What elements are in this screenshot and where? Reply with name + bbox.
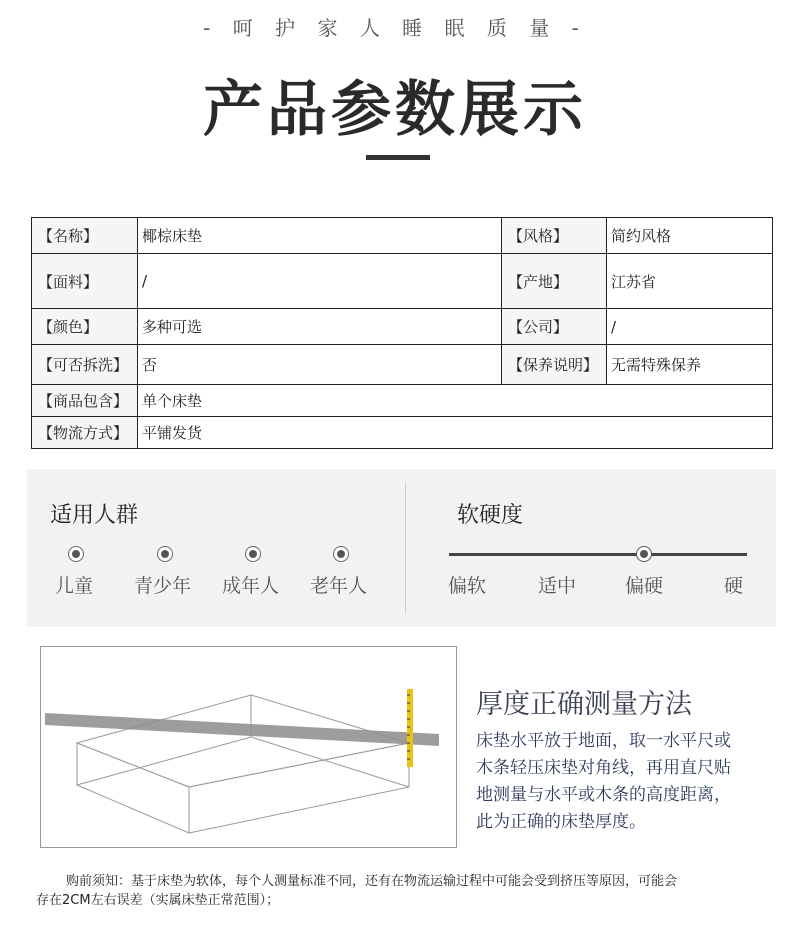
panel-divider bbox=[405, 482, 406, 614]
param-value: / bbox=[607, 309, 773, 345]
param-value: 无需特殊保养 bbox=[607, 345, 773, 385]
param-value: 江苏省 bbox=[607, 254, 773, 309]
hardness-label: 硬 bbox=[724, 575, 744, 597]
param-key: 【面料】 bbox=[32, 254, 138, 309]
measure-title: 厚度正确测量方法 bbox=[476, 689, 692, 720]
ruler-icon bbox=[407, 689, 413, 767]
hardness-slider-knob bbox=[636, 546, 652, 562]
measure-description bbox=[476, 728, 776, 836]
param-value: 单个床垫 bbox=[138, 385, 773, 417]
table-row bbox=[32, 417, 773, 449]
measurement-diagram bbox=[40, 646, 457, 848]
table-row bbox=[32, 385, 773, 417]
audience-title: 适用人群 bbox=[50, 503, 139, 528]
table-row bbox=[32, 218, 773, 254]
radio-icon bbox=[68, 546, 84, 562]
level-bar bbox=[45, 713, 439, 746]
param-key: 【公司】 bbox=[502, 309, 607, 345]
audience-label: 老年人 bbox=[310, 575, 368, 597]
param-value: 否 bbox=[138, 345, 502, 385]
hardness-label: 偏软 bbox=[448, 575, 487, 597]
param-key: 【商品包含】 bbox=[32, 385, 138, 417]
title-underline bbox=[366, 155, 430, 160]
purchase-note bbox=[36, 872, 761, 910]
audience-label: 青少年 bbox=[134, 575, 192, 597]
measure-line: 此为正确的床垫厚度。 bbox=[476, 812, 646, 832]
hardness-slider-track bbox=[449, 553, 747, 556]
features-panel bbox=[27, 469, 776, 627]
audience-label: 儿童 bbox=[55, 575, 94, 597]
param-value: 多种可选 bbox=[138, 309, 502, 345]
measure-line: 地测量与水平或木条的高度距离， bbox=[476, 785, 731, 805]
note-line: 存在2CM左右误差（实属床垫正常范围）； bbox=[36, 893, 280, 908]
param-value: 椰棕床垫 bbox=[138, 218, 502, 254]
table-row bbox=[32, 309, 773, 345]
hardness-title: 软硬度 bbox=[457, 503, 524, 528]
param-value: 简约风格 bbox=[607, 218, 773, 254]
table-row bbox=[32, 345, 773, 385]
tagline: - 呵 护 家 人 睡 眠 质 量 - bbox=[203, 16, 587, 40]
hardness-label: 适中 bbox=[538, 575, 577, 597]
page-title: 产品参数展示 bbox=[203, 75, 587, 145]
table-row bbox=[32, 254, 773, 309]
param-key: 【名称】 bbox=[32, 218, 138, 254]
mattress-illustration bbox=[41, 647, 456, 847]
param-key: 【可否拆洗】 bbox=[32, 345, 138, 385]
hardness-label: 偏硬 bbox=[625, 575, 664, 597]
param-key: 【颜色】 bbox=[32, 309, 138, 345]
params-table bbox=[31, 217, 773, 449]
param-key: 【风格】 bbox=[502, 218, 607, 254]
param-key: 【保养说明】 bbox=[502, 345, 607, 385]
measure-line: 床垫水平放于地面，取一水平尺或 bbox=[476, 731, 731, 751]
param-value: / bbox=[138, 254, 502, 309]
param-value: 平铺发货 bbox=[138, 417, 773, 449]
radio-icon bbox=[157, 546, 173, 562]
note-line: 购前须知：基于床垫为软体，每个人测量标准不同，还有在物流运输过程中可能会受到挤压等原因，可能会 bbox=[66, 874, 678, 889]
param-key: 【产地】 bbox=[502, 254, 607, 309]
param-key: 【物流方式】 bbox=[32, 417, 138, 449]
measure-line: 木条轻压床垫对角线，再用直尺贴 bbox=[476, 758, 731, 778]
audience-label: 成年人 bbox=[222, 575, 280, 597]
radio-icon bbox=[245, 546, 261, 562]
radio-icon bbox=[333, 546, 349, 562]
